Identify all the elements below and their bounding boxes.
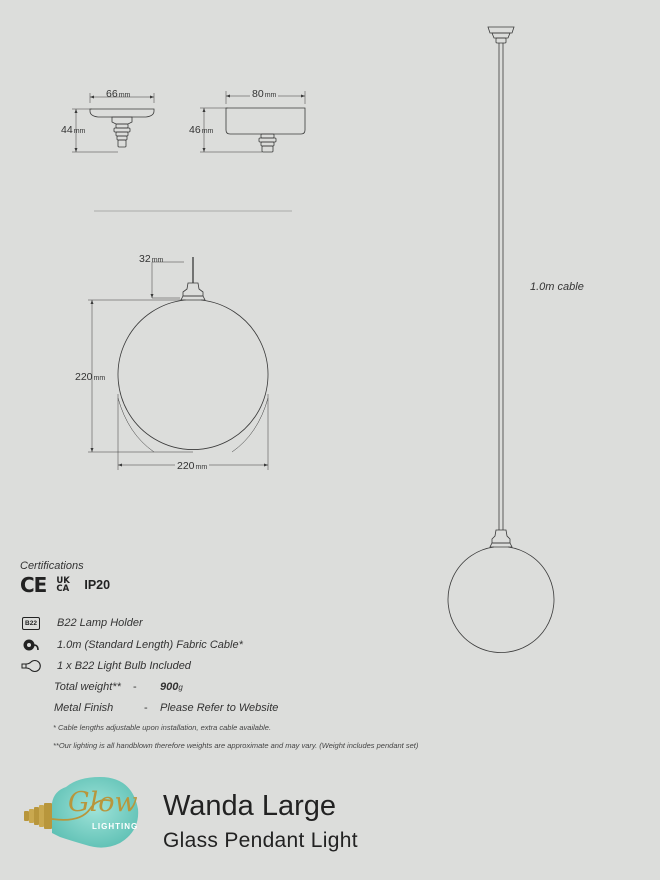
b22-lamp-holder-icon: B22	[20, 615, 42, 631]
ceiling-rose-large-drawing	[200, 91, 305, 152]
weight-label: Total weight**	[54, 681, 121, 693]
pendant-full-drawing	[448, 27, 554, 653]
shade-drawing	[88, 257, 268, 470]
weight-note: **Our lighting is all handblown therefore weights are approximate and may vary. (Weight includes pendant set)	[53, 741, 419, 750]
product-subtitle: Glass Pendant Light	[163, 829, 358, 852]
dim-small-rose-width: 66mm	[106, 88, 131, 100]
dim-holder: 32mm	[139, 253, 164, 265]
finish-value: Please Refer to Website	[160, 702, 279, 714]
fabric-cable-icon	[20, 637, 42, 653]
certifications-title: Certifications	[20, 560, 84, 572]
dim-large-rose-height: 46mm	[189, 124, 214, 136]
dim-shade-height: 220mm	[75, 371, 106, 383]
cable-note: * Cable lengths adjustable upon installation, extra cable available.	[53, 723, 272, 732]
certifications-row	[20, 574, 110, 596]
dim-large-rose-width: 80mm	[252, 88, 277, 100]
logo-sub: LIGHTING	[92, 822, 139, 831]
feature-fabric-cable: 1.0m (Standard Length) Fabric Cable*	[20, 636, 243, 654]
feature-lamp-holder: B22 B22 Lamp Holder	[20, 614, 143, 632]
logo-word: Glow	[68, 787, 138, 818]
ukca-mark: UK CA	[56, 576, 70, 594]
glow-lighting-logo	[20, 773, 150, 853]
finish-label: Metal Finish	[54, 702, 114, 714]
light-bulb-icon	[20, 658, 42, 674]
finish-dash: -	[144, 702, 148, 714]
ip-rating: IP20	[84, 578, 111, 592]
dim-small-rose-height: 44mm	[61, 124, 86, 136]
weight-dash: -	[133, 681, 137, 693]
cable-length-label: 1.0m cable	[530, 281, 584, 293]
ceiling-rose-small-drawing	[72, 93, 154, 152]
product-name: Wanda Large	[163, 790, 337, 822]
dim-shade-width: 220mm	[177, 460, 208, 472]
weight-value: 900g	[160, 681, 183, 693]
ce-mark: CE	[20, 573, 47, 597]
feature-light-bulb: 1 x B22 Light Bulb Included	[20, 657, 191, 675]
